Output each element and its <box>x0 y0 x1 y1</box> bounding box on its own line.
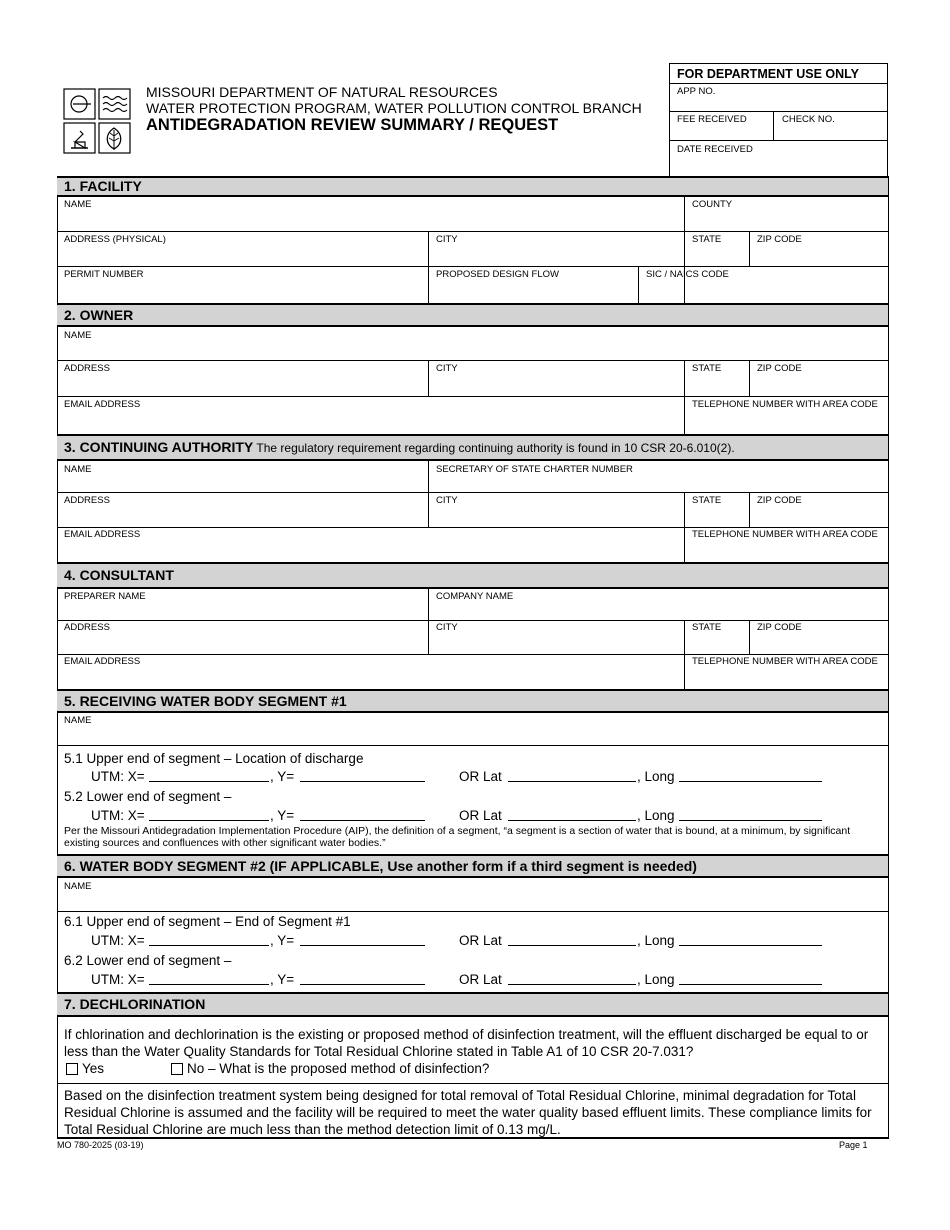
authority-email-label: EMAIL ADDRESS <box>64 529 141 540</box>
segment1-name-label: NAME <box>64 715 92 726</box>
section-dechlorination-header: 7. DECHLORINATION <box>57 992 888 1017</box>
segment1-upper-utm-y-field[interactable] <box>300 781 425 782</box>
section-segment1-header: 5. RECEIVING WATER BODY SEGMENT #1 <box>57 689 888 713</box>
section-segment2-header: 6. WATER BODY SEGMENT #2 (IF APPLICABLE, Use another form if a third segment is needed) <box>57 854 888 878</box>
form-title: ANTIDEGRADATION REVIEW SUMMARY / REQUEST <box>146 116 559 134</box>
segment1-lower-utm-x-label: UTM: X= <box>91 808 145 823</box>
dechlorination-statement: Based on the disinfection treatment system being designed for total removal of Total Residual Chlorine, minimal degradation for Total Residual Chlorine is assumed and the facility will be required to meet the water quality based effluent limits. These compliance limits for Total Residual Chlorine are much less than the method detection limit of 0.13 mg/L. <box>64 1088 872 1137</box>
dnr-logo <box>63 88 131 154</box>
authority-zip-label: ZIP CODE <box>757 495 802 506</box>
authority-name-label: NAME <box>64 464 92 475</box>
segment2-upper-utm-y-label: , Y= <box>270 933 295 948</box>
segment1-upper-long-label: , Long <box>637 769 675 784</box>
dechlorination-no-option[interactable] <box>171 1061 489 1077</box>
facility-zip-label: ZIP CODE <box>757 234 802 245</box>
facility-sic-label: SIC / NAICS CODE <box>646 269 729 280</box>
no-label: No – What is the proposed method of disinfection? <box>187 1061 490 1076</box>
segment1-lower-utm-y-field[interactable] <box>300 820 425 821</box>
segment1-lower-utm-x-field[interactable] <box>149 820 269 821</box>
consultant-phone-label: TELEPHONE NUMBER WITH AREA CODE <box>692 656 878 667</box>
section-continuing-authority-header: 3. CONTINUING AUTHORITY The regulatory requirement regarding continuing authority is found in 10 CSR 20-6.010(2). <box>57 434 888 461</box>
consultant-email-label: EMAIL ADDRESS <box>64 656 141 667</box>
section-owner-header: 2. OWNER <box>57 303 888 327</box>
owner-state-label: STATE <box>692 363 722 374</box>
segment1-upper-utm-x-field[interactable] <box>149 781 269 782</box>
section-facility-header: 1. FACILITY <box>57 176 888 197</box>
owner-phone-label: TELEPHONE NUMBER WITH AREA CODE <box>692 399 878 410</box>
yes-label: Yes <box>82 1061 105 1076</box>
segment2-upper-lat-label: OR Lat <box>459 933 502 948</box>
department-name: MISSOURI DEPARTMENT OF NATURAL RESOURCES <box>146 84 498 100</box>
segment1-lower-utm-y-label: , Y= <box>270 808 295 823</box>
segment2-upper-lat-field[interactable] <box>508 945 636 946</box>
yes-checkbox[interactable] <box>66 1063 78 1075</box>
consultant-zip-label: ZIP CODE <box>757 622 802 633</box>
dechlorination-yes-option[interactable] <box>66 1061 104 1077</box>
segment1-upper-utm-y-label: , Y= <box>270 769 295 784</box>
segment1-upper-utm-x-label: UTM: X= <box>91 769 145 784</box>
segment1-upper-long-field[interactable] <box>679 781 822 782</box>
page-number: Page 1 <box>839 1140 868 1150</box>
continuing-authority-note: The regulatory requirement regarding continuing authority is found in 10 CSR 20-6.010(2). <box>253 441 735 455</box>
owner-zip-label: ZIP CODE <box>757 363 802 374</box>
check-no-label: CHECK NO. <box>782 114 835 125</box>
facility-flow-label: PROPOSED DESIGN FLOW <box>436 269 559 280</box>
segment2-lower-lat-field[interactable] <box>508 984 636 985</box>
section-consultant-header: 4. CONSULTANT <box>57 562 888 589</box>
consultant-city-label: CITY <box>436 622 458 633</box>
facility-name-label: NAME <box>64 199 92 210</box>
facility-county-label: COUNTY <box>692 199 733 210</box>
authority-city-label: CITY <box>436 495 458 506</box>
authority-charter-label: SECRETARY OF STATE CHARTER NUMBER <box>436 464 633 475</box>
segment2-lower-utm-y-field[interactable] <box>300 984 425 985</box>
form-number: MO 780-2025 (03-19) <box>57 1140 144 1150</box>
segment2-lower-lat-label: OR Lat <box>459 972 502 987</box>
consultant-preparer-label: PREPARER NAME <box>64 591 146 602</box>
segment1-lower-lat-field[interactable] <box>508 820 636 821</box>
segment1-upper-lat-field[interactable] <box>508 781 636 782</box>
segment2-upper-utm-y-field[interactable] <box>300 945 425 946</box>
facility-city-label: CITY <box>436 234 458 245</box>
segment2-lower-long-label: , Long <box>637 972 675 987</box>
consultant-address-label: ADDRESS <box>64 622 110 633</box>
segment2-name-label: NAME <box>64 881 92 892</box>
app-no-label: APP NO. <box>677 86 716 97</box>
segment1-lower-long-field[interactable] <box>679 820 822 821</box>
segment2-lower-utm-x-label: UTM: X= <box>91 972 145 987</box>
segment1-lower-long-label: , Long <box>637 808 675 823</box>
department-use-title: FOR DEPARTMENT USE ONLY <box>677 67 859 81</box>
facility-permit-label: PERMIT NUMBER <box>64 269 144 280</box>
segment1-lower-label: 5.2 Lower end of segment – <box>64 789 232 804</box>
segment2-lower-utm-y-label: , Y= <box>270 972 295 987</box>
segment1-lower-lat-label: OR Lat <box>459 808 502 823</box>
owner-email-label: EMAIL ADDRESS <box>64 399 141 410</box>
segment2-lower-utm-x-field[interactable] <box>149 984 269 985</box>
segment2-upper-long-label: , Long <box>637 933 675 948</box>
owner-address-label: ADDRESS <box>64 363 110 374</box>
segment-definition-note: Per the Missouri Antidegradation Implementation Procedure (AIP), the definition of a segment, “a segment is a section of water that is bound, at a minimum, by significant existing sources and confluences with other significant water bodies.” <box>64 825 851 849</box>
program-name: WATER PROTECTION PROGRAM, WATER POLLUTION CONTROL BRANCH <box>146 100 642 116</box>
segment2-upper-utm-x-label: UTM: X= <box>91 933 145 948</box>
consultant-state-label: STATE <box>692 622 722 633</box>
owner-name-label: NAME <box>64 330 92 341</box>
facility-address-label: ADDRESS (PHYSICAL) <box>64 234 166 245</box>
authority-address-label: ADDRESS <box>64 495 110 506</box>
segment2-upper-long-field[interactable] <box>679 945 822 946</box>
dechlorination-question: If chlorination and dechlorination is the existing or proposed method of disinfection treatment, will the effluent discharged be equal to or less than the Water Quality Standards for Total Residual Chlorine stated in Table A1 of 10 CSR 20-7.031? <box>64 1027 869 1059</box>
date-received-label: DATE RECEIVED <box>677 144 753 155</box>
segment1-upper-label: 5.1 Upper end of segment – Location of discharge <box>64 751 364 766</box>
segment2-lower-label: 6.2 Lower end of segment – <box>64 953 232 968</box>
fee-received-label: FEE RECEIVED <box>677 114 747 125</box>
consultant-company-label: COMPANY NAME <box>436 591 514 602</box>
segment2-upper-utm-x-field[interactable] <box>149 945 269 946</box>
segment2-upper-label: 6.1 Upper end of segment – End of Segment #1 <box>64 914 351 929</box>
segment1-upper-lat-label: OR Lat <box>459 769 502 784</box>
segment2-lower-long-field[interactable] <box>679 984 822 985</box>
facility-state-label: STATE <box>692 234 722 245</box>
owner-city-label: CITY <box>436 363 458 374</box>
authority-phone-label: TELEPHONE NUMBER WITH AREA CODE <box>692 529 878 540</box>
authority-state-label: STATE <box>692 495 722 506</box>
no-checkbox[interactable] <box>171 1063 183 1075</box>
